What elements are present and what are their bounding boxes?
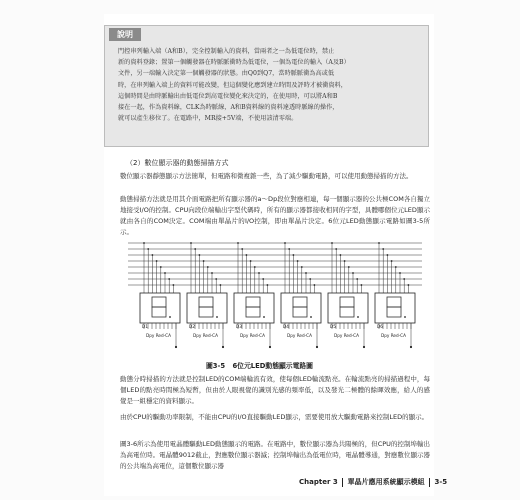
- bus-junction-dot: [344, 260, 346, 262]
- bus-junction-dot: [190, 242, 192, 244]
- com-terminal: [410, 346, 412, 348]
- bus-junction-dot: [361, 284, 363, 286]
- seven-segment-display: [375, 293, 415, 323]
- circuit-figure: [104, 239, 434, 359]
- bus-junction-dot: [399, 272, 401, 274]
- segment-type-label: Dpy Red-CA: [193, 333, 218, 338]
- digit-label: D2: [189, 324, 195, 329]
- footer-title: 單晶片應用系統顯示模組: [347, 478, 425, 486]
- digit-label: D3: [236, 324, 242, 329]
- bus-junction-dot: [356, 278, 358, 280]
- com-terminal: [316, 346, 318, 348]
- bus-junction-dot: [348, 266, 350, 268]
- paragraph: 圖3-6所示為使用電晶體驅動LED動態顯示的電路。在電路中，數位顯示器為共陽極的，但CPU的控制埠輸出為高電位時。電晶體9012截止，對應數位顯示器滅；控制埠輸出為低電位時，電晶體導通，對應數位顯示器的公共端為高電位，這個數位顯示器: [120, 440, 430, 470]
- digit-label: D4: [283, 324, 289, 329]
- book-page: [104, 14, 448, 496]
- bus-junction-dot: [395, 266, 397, 268]
- bus-junction-dot: [143, 242, 145, 244]
- bus-junction-dot: [314, 284, 316, 286]
- page-footer: [299, 477, 448, 489]
- segment-type-label: Dpy Red-CA: [381, 333, 406, 338]
- note-line: 新的資料登錄；置第一個觸發器在時脈脈衝時為低電位，一個為電位的輸入（A及B）: [118, 59, 350, 67]
- bus-junction-dot: [211, 272, 213, 274]
- decimal-point: [169, 316, 171, 318]
- note-box: [104, 25, 429, 147]
- bus-junction-dot: [168, 278, 170, 280]
- segment-type-label: Dpy Red-CA: [146, 333, 171, 338]
- bus-junction-dot: [288, 248, 290, 250]
- seven-segment-display: [140, 293, 180, 323]
- figure-caption: [206, 360, 313, 370]
- bus-junction-dot: [160, 266, 162, 268]
- bus-junction-dot: [382, 248, 384, 250]
- seven-segment-display: [234, 293, 274, 323]
- note-line: 接在一起，作為資料線，CLK為時脈線，A和B資料線的資料達透時脈線的操作，: [118, 104, 339, 112]
- bus-junction-dot: [293, 254, 295, 256]
- bus-junction-dot: [305, 272, 307, 274]
- paragraph: 數位顯示器靜態顯示方法簡單，但電路和微複雜一些，為了減少驅動電路，可以使用動態掃描的方法。: [120, 172, 413, 180]
- bus-junction-dot: [156, 260, 158, 262]
- com-terminal: [269, 346, 271, 348]
- bus-junction-dot: [246, 254, 248, 256]
- bus-junction-dot: [207, 266, 209, 268]
- bus-junction-dot: [254, 266, 256, 268]
- bus-junction-dot: [340, 254, 342, 256]
- footer-page-number: 3-5: [434, 478, 448, 486]
- decimal-point: [404, 316, 406, 318]
- bus-junction-dot: [203, 260, 205, 262]
- figure-label: 圖3-5: [206, 362, 226, 370]
- figure-title: 6位元LED動態顯示電路圖: [232, 362, 313, 370]
- bus-junction-dot: [335, 248, 337, 250]
- note-line: 文件，另一端輸入決定第一個觸發器的狀態。由Q0到Q7，當時脈脈衝為高或低: [118, 70, 335, 78]
- note-text: [118, 46, 422, 124]
- com-terminal: [175, 346, 177, 348]
- com-terminal: [222, 346, 224, 348]
- bus-junction-dot: [408, 284, 410, 286]
- seven-segment-display: [281, 293, 321, 323]
- paragraph: 動態掃描方法就是用其介面電路把所有顯示器的a～Dp段位對應相連，每一個顯示器的公共極COM各自獨立地接受I/O的控制。CPU向段位端輸出字型代碼時，所有的顯示器都接收相同的字型，具體哪個位元LED顯示就由各自的COM決定。COM端由單晶片的I/O控制，即由單晶片決定。6位元LED動態顯示電路如圖3-5所示。: [120, 195, 430, 236]
- circuit-diagram: [104, 239, 434, 359]
- segment-type-label: Dpy Red-CA: [334, 333, 359, 338]
- bus-junction-dot: [352, 272, 354, 274]
- com-terminal: [363, 346, 365, 348]
- bus-junction-dot: [262, 278, 264, 280]
- bus-junction-dot: [297, 260, 299, 262]
- bus-junction-dot: [147, 248, 149, 250]
- bus-junction-dot: [387, 254, 389, 256]
- bus-junction-dot: [309, 278, 311, 280]
- bus-junction-dot: [220, 284, 222, 286]
- bus-junction-dot: [301, 266, 303, 268]
- bus-junction-dot: [237, 242, 239, 244]
- digit-label: D6: [377, 324, 383, 329]
- bus-junction-dot: [250, 260, 252, 262]
- note-line: 時，在串列輸入端上的資料可能改變，但這個變化應到建立時間及評時才被衝資料，: [118, 81, 347, 89]
- note-tag: 說明: [109, 28, 141, 41]
- bus-junction-dot: [241, 248, 243, 250]
- note-line: 這個時間是由時脈輸出由低電位到高電位變化來決定的，在使用時，可以將A和B: [118, 92, 338, 100]
- footer-chapter: Chapter 3: [299, 478, 338, 486]
- bus-junction-dot: [194, 248, 196, 250]
- bus-junction-dot: [391, 260, 393, 262]
- decimal-point: [310, 316, 312, 318]
- footer-separator: [429, 478, 430, 487]
- section-heading: （2）數位顯示器的動態掃描方式: [126, 159, 229, 167]
- seven-segment-display: [328, 293, 368, 323]
- bus-junction-dot: [164, 272, 166, 274]
- decimal-point: [357, 316, 359, 318]
- segment-type-label: Dpy Red-CA: [240, 333, 265, 338]
- note-line: 門控串列輸入端（A和B），完全控制輸入的資料，當兩者之一為低電位時，禁止: [118, 48, 335, 55]
- bus-junction-dot: [378, 242, 380, 244]
- bus-junction-dot: [267, 284, 269, 286]
- bus-junction-dot: [173, 284, 175, 286]
- bus-junction-dot: [284, 242, 286, 244]
- bus-junction-dot: [215, 278, 217, 280]
- bus-junction-dot: [403, 278, 405, 280]
- seven-segment-display: [187, 293, 227, 323]
- bus-junction-dot: [152, 254, 154, 256]
- bus-junction-dot: [258, 272, 260, 274]
- digit-label: D5: [330, 324, 336, 329]
- segment-type-label: Dpy Red-CA: [287, 333, 312, 338]
- footer-separator: [342, 478, 343, 487]
- bus-junction-dot: [331, 242, 333, 244]
- digit-label: D1: [142, 324, 148, 329]
- paragraph: 由於CPU的驅動功率限制，不能由CPU的I/O直接驅動LED顯示，需要使用放大驅動電路來控制LED的顯示。: [120, 413, 429, 421]
- bus-junction-dot: [199, 254, 201, 256]
- decimal-point: [263, 316, 265, 318]
- decimal-point: [216, 316, 218, 318]
- note-line: 就可以產生移位了。在電路中，MR接+5V端，不使用該清零端。: [118, 115, 298, 123]
- paragraph: 動態分時掃描的方法就是控制LED的COM端輪流有效，使每個LED輪流點亮。在輪流點亮的掃描過程中，每個LED的點亮時間極為短暫，但由於人眼視覺的識別光感的頻率低，以及發光二極體的餘暉效應，給人的感覺是一組穩定的資料顯示。: [120, 375, 430, 405]
